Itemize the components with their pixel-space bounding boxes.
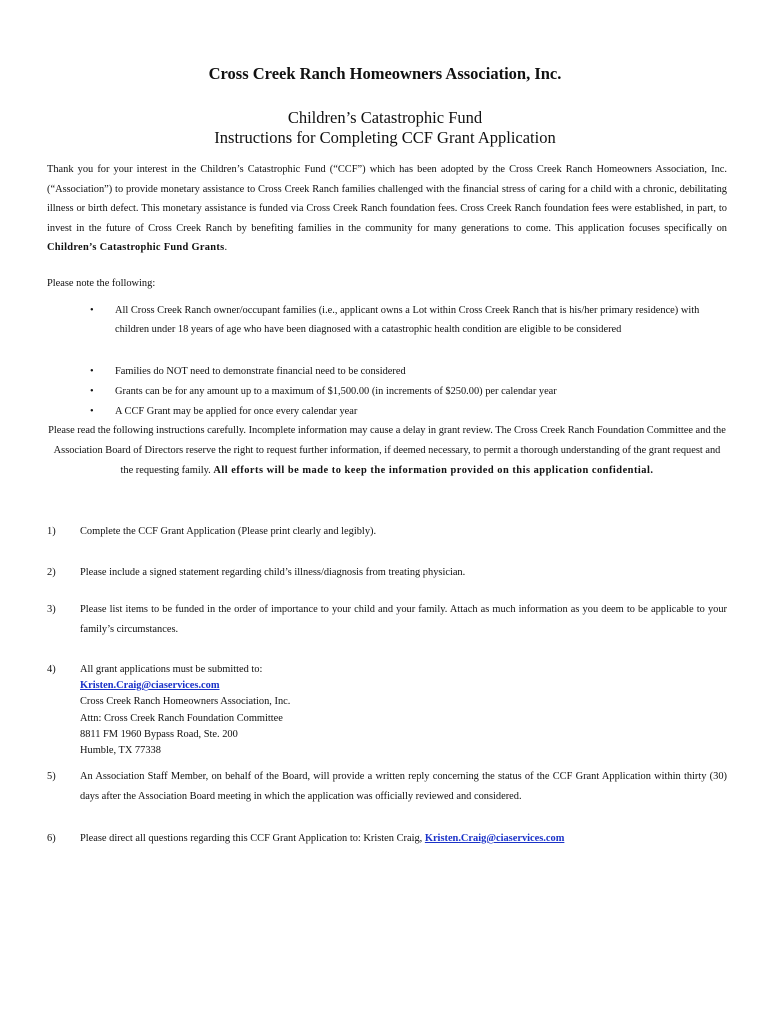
email-link[interactable]: Kristen.Craig@ciaservices.com bbox=[424, 833, 565, 844]
step-text: Please list items to be funded in the order of importance to your child and your family. Attach as much information as you deem to be applicable to your family’s circumstances. bbox=[80, 604, 727, 635]
intro-text: Thank you for your interest in the Children’s Catastrophic Fund (“CCF”) which has been adopted by the Cross Creek Ranch Homeowners Association, Inc. (“Association”) to provide monetary assistance to Cross Creek Ranch families challenged with the financial stress of caring for a child with a chronic, debilitating illness or birth defect. This monetary assistance is funded via Cross Creek Ranch foundation fees. Cross Creek Ranch foundation fees were established, in part, to invest in the future of Cross Creek Ranch by benefiting families in the community for many generations to come. This application focuses specifically on bbox=[47, 164, 727, 234]
step-text: Please direct all questions regarding this CCF Grant Application to: Kristen Craig, bbox=[80, 833, 425, 844]
step-number: 4) bbox=[47, 664, 56, 675]
bullet-text: All Cross Creek Ranch owner/occupant families (i.e., applicant owns a Lot within Cross Creek Ranch that is his/her primary residence) with children under 18 years of age who have been diagnosed with a catastrophic health condition are eligible to be considered bbox=[115, 305, 700, 336]
step-text: All grant applications must be submitted to: bbox=[80, 664, 263, 675]
document-title: Cross Creek Ranch Homeowners Association, Inc. bbox=[208, 64, 562, 83]
bullet-item bbox=[90, 301, 726, 361]
address-line: Cross Creek Ranch Homeowners Association, Inc. bbox=[80, 696, 291, 708]
bullet-icon: • bbox=[90, 366, 94, 377]
address-line: Humble, TX 77338 bbox=[80, 745, 161, 757]
step-number: 3) bbox=[47, 604, 56, 615]
bullet-item bbox=[90, 382, 726, 402]
bullet-icon: • bbox=[90, 406, 94, 417]
step-text: Complete the CCF Grant Application (Please print clearly and legibly). bbox=[80, 526, 377, 537]
bullet-item bbox=[90, 362, 726, 382]
email-link[interactable]: Kristen.Craig@ciaservices.com bbox=[80, 680, 220, 692]
bullet-item bbox=[90, 402, 726, 422]
step-number: 2) bbox=[47, 567, 56, 578]
bullet-text: Grants can be for any amount up to a maximum of $1,500.00 (in increments of $250.00) per calendar year bbox=[115, 386, 557, 397]
bullet-icon: • bbox=[90, 305, 94, 316]
step-text-wrap bbox=[80, 829, 727, 849]
confidentiality-note: All efforts will be made to keep the information provided on this application confidential. bbox=[213, 465, 654, 477]
bullet-text: Families do NOT need to demonstrate financial need to be considered bbox=[115, 366, 406, 377]
intro-bold: Children’s Catastrophic Fund Grants bbox=[47, 242, 225, 254]
address-line: 8811 FM 1960 Bypass Road, Ste. 200 bbox=[80, 728, 238, 740]
bullet-text: A CCF Grant may be applied for once every calendar year bbox=[115, 406, 358, 417]
intro-paragraph bbox=[47, 160, 727, 258]
fund-name: Children’s Catastrophic Fund bbox=[287, 108, 483, 127]
step-number: 1) bbox=[47, 526, 56, 537]
step-number: 5) bbox=[47, 771, 56, 782]
address-line: Attn: Cross Creek Ranch Foundation Committee bbox=[80, 712, 283, 724]
instructions-paragraph bbox=[47, 421, 727, 482]
bullet-icon: • bbox=[90, 386, 94, 397]
submission-block bbox=[80, 662, 727, 759]
step-number: 6) bbox=[47, 833, 56, 844]
note-heading: Please note the following: bbox=[47, 278, 156, 289]
step-text: An Association Staff Member, on behalf of the Board, will provide a written reply concerning the status of the CCF Grant Application within thirty (30) days after the Association Board meeting in which the application was officially reviewed and considered. bbox=[80, 771, 727, 802]
step-text: Please include a signed statement regarding child’s illness/diagnosis from treating physician. bbox=[80, 567, 466, 578]
intro-end: . bbox=[224, 242, 228, 254]
instructions-text: Please read the following instructions carefully. Incomplete information may cause a delay in grant review. The Cross Creek Ranch Foundation Committee and the Association Board of Directors reserve the right to request further information, if deemed necessary, to permit a thorough understanding of the grant request and the requesting family. bbox=[48, 425, 726, 477]
instructions-heading: Instructions for Completing CCF Grant Application bbox=[214, 128, 556, 147]
